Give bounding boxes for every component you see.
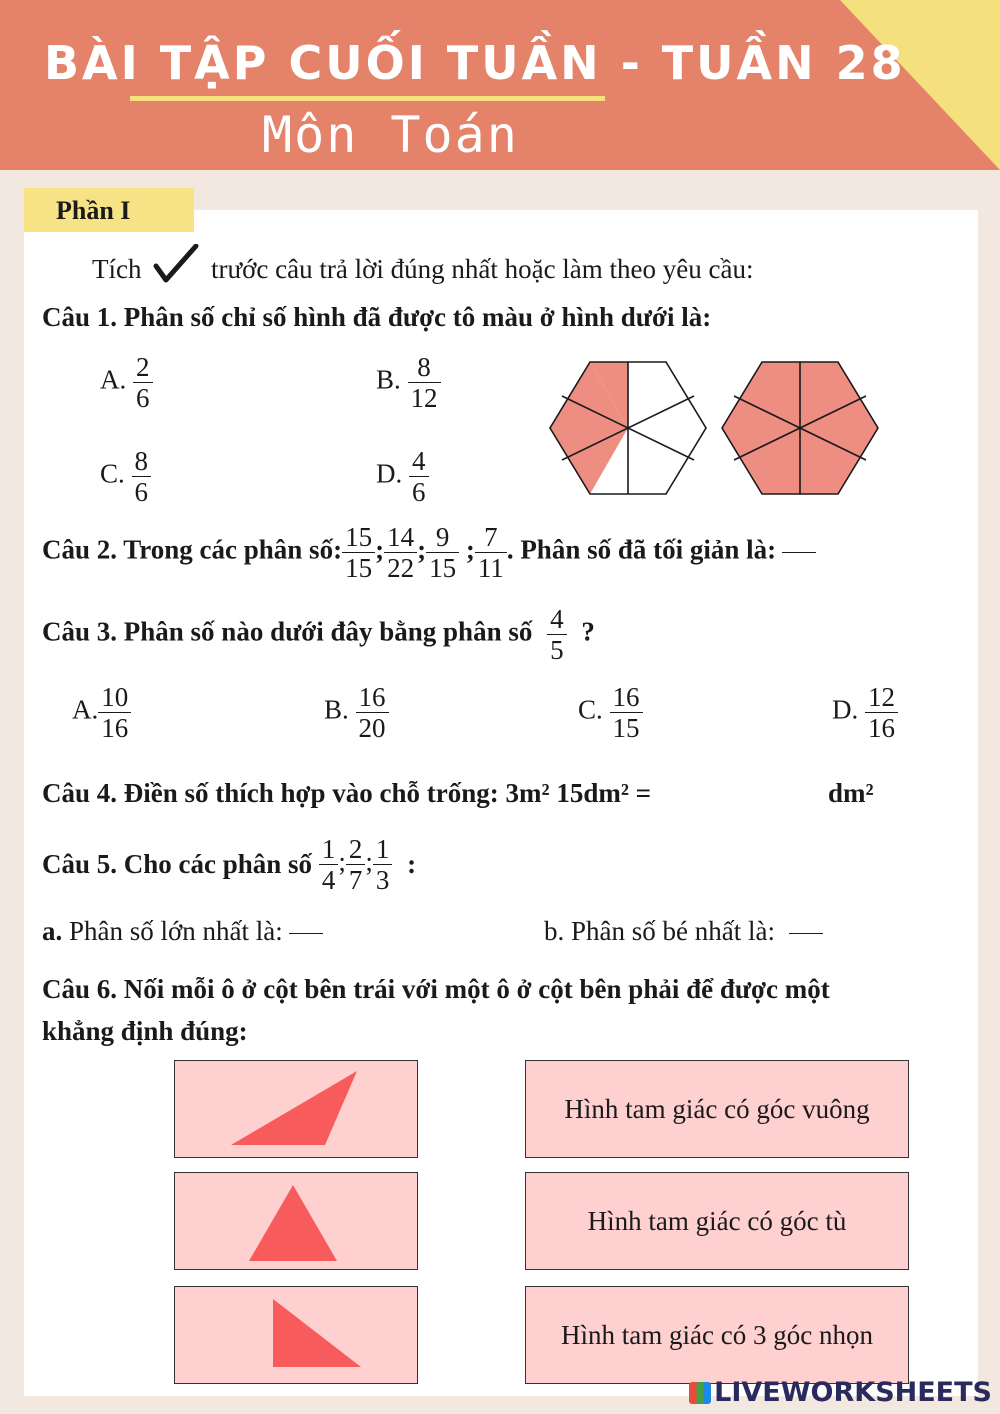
option-label: A. (72, 694, 99, 725)
header-banner (0, 0, 1000, 170)
match-left-box-2[interactable] (174, 1172, 418, 1270)
q5-prompt: Câu 5. Cho các phân số (42, 849, 313, 879)
q3-qmark: ? (581, 616, 595, 647)
match-right-box-1[interactable] (525, 1060, 909, 1158)
q2-tail: . Phân số đã tối giản là: (506, 534, 777, 565)
fraction: $\frac{8}{6}$ (132, 446, 152, 507)
q2-line: Câu 2. Trong các phân số: $\frac{15}{15}$ ; $\frac{14}{22}$ ; $\frac{9}{15}$ ; $\frac{7}{11}$ . Phân số đã tối giản là: (42, 522, 816, 583)
fraction: $\frac{7}{11}$ (475, 522, 507, 583)
checkmark-icon (152, 244, 200, 284)
option-label: C. (578, 694, 603, 725)
part-label: Phần I (24, 188, 194, 232)
hexagon-full (722, 362, 878, 494)
fraction: $\frac{16}{15}$ (610, 682, 643, 743)
match-right-text: Hình tam giác có góc vuông (564, 1093, 870, 1124)
brand-text: LIVEWORKSHEETS (714, 1377, 992, 1408)
fraction: $\frac{4}{6}$ (409, 446, 429, 507)
fraction: $\frac{14}{22}$ (384, 522, 417, 583)
obtuse-triangle-icon (175, 1061, 419, 1159)
fraction: $\frac{10}{16}$ (98, 682, 131, 743)
q4-prompt: Câu 4. Điền số thích hợp vào chỗ trống: 3m² 15dm² = (42, 778, 652, 808)
fraction: $\frac{9}{15}$ (426, 522, 459, 583)
q3-option-a[interactable] (72, 682, 131, 743)
right-triangle-icon (175, 1287, 419, 1385)
fraction: $\frac{1}{3}$ (373, 834, 393, 895)
liveworksheets-logo (689, 1377, 992, 1408)
option-label: A. (100, 364, 127, 395)
answer-blank[interactable] (789, 933, 823, 934)
q1-option-b[interactable] (376, 352, 441, 413)
fraction: $\frac{2}{7}$ (346, 834, 366, 895)
q1-option-d[interactable] (376, 446, 429, 507)
hexagon-partial (550, 362, 706, 494)
q5-b-text: b. Phân số bé nhất là: (544, 916, 775, 946)
option-label: D. (832, 694, 859, 725)
q1-prompt: Câu 1. Phân số chỉ số hình đã được tô màu ở hình dưới là: (42, 302, 712, 332)
page-title: BÀI TẬP CUỐI TUẦN - TUẦN 28 (44, 36, 906, 90)
q1-hexagon-figure (548, 358, 880, 498)
fraction: $\frac{1}{4}$ (319, 834, 339, 895)
fraction: $\frac{15}{15}$ (342, 522, 375, 583)
option-label: B. (376, 364, 401, 395)
match-left-box-3[interactable] (174, 1286, 418, 1384)
match-right-text: Hình tam giác có góc tù (587, 1205, 847, 1236)
match-left-box-1[interactable] (174, 1060, 418, 1158)
instruction-before: Tích (92, 254, 142, 284)
page-subtitle: Môn Toán (262, 106, 519, 164)
q6-prompt-line2: khẳng định đúng: (42, 1016, 248, 1046)
q3-line (42, 604, 595, 665)
liveworksheets-logo-icon (689, 1382, 711, 1404)
acute-triangle-icon (175, 1173, 419, 1271)
match-right-text: Hình tam giác có 3 góc nhọn (561, 1319, 873, 1350)
answer-blank[interactable] (289, 933, 323, 934)
option-label: C. (100, 458, 125, 489)
q3-option-c[interactable] (578, 682, 643, 743)
q3-option-b[interactable] (324, 682, 389, 743)
q5-colon: : (407, 849, 417, 879)
title-underline (130, 96, 605, 101)
q5-line: Câu 5. Cho các phân số $\frac{1}{4}$ ; $\frac{2}{7}$ ; $\frac{1}{3}$ : (42, 834, 417, 895)
q5-part-a (42, 916, 323, 947)
q3-prompt: Câu 3. Phân số nào dưới đây bằng phân số (42, 616, 533, 647)
answer-blank[interactable] (782, 552, 816, 553)
instruction-after: trước câu trả lời đúng nhất hoặc làm theo yêu cầu: (210, 254, 754, 284)
q5-a-label: a. (42, 916, 63, 946)
option-label: B. (324, 694, 349, 725)
match-right-box-2[interactable] (525, 1172, 909, 1270)
q6-prompt-line1: Câu 6. Nối mỗi ô ở cột bên trái với một ô ở cột bên phải để được một (42, 974, 830, 1004)
q2-prompt: Câu 2. Trong các phân số: (42, 534, 343, 565)
fraction: $\frac{16}{20}$ (356, 682, 389, 743)
fraction: $\frac{2}{6}$ (133, 352, 153, 413)
fraction: $\frac{12}{16}$ (865, 682, 898, 743)
fraction: $\frac{4}{5}$ (547, 604, 567, 665)
option-label: D. (376, 458, 403, 489)
q1-option-a[interactable] (100, 352, 153, 413)
q4-unit: dm² (828, 778, 874, 808)
match-right-box-3[interactable] (525, 1286, 909, 1384)
q5-part-b (544, 916, 823, 947)
q5-a-text: Phân số lớn nhất là: (69, 916, 283, 946)
q3-option-d[interactable] (832, 682, 898, 743)
fraction: $\frac{8}{12}$ (408, 352, 441, 413)
instruction (92, 244, 753, 285)
q4-answer-input[interactable] (748, 774, 818, 808)
q1-option-c[interactable] (100, 446, 151, 507)
